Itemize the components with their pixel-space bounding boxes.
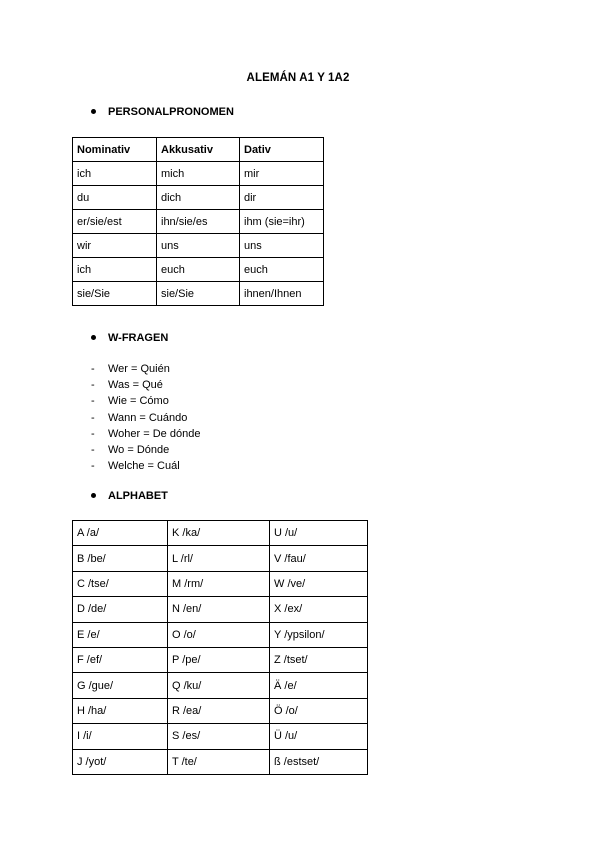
table-cell: B /be/: [73, 546, 168, 571]
table-row: [73, 521, 368, 546]
list-item-text: Woher = De dónde: [108, 427, 201, 440]
dash-bullet-icon: -: [91, 363, 95, 375]
list-item: [91, 410, 200, 426]
table-cell: ß /estset/: [270, 749, 368, 774]
list-item-text: Wie = Cómo: [108, 395, 169, 408]
table-row: [73, 234, 324, 258]
section-heading-text: ALPHABET: [108, 490, 168, 502]
table-cell: ihm (sie=ihr): [240, 210, 324, 234]
table-cell: H /ha/: [73, 698, 168, 723]
table-cell: S /es/: [168, 724, 270, 749]
table-cell: ich: [73, 162, 157, 186]
table-cell: L /rl/: [168, 546, 270, 571]
table-row: [73, 282, 324, 306]
table-cell: dich: [157, 186, 240, 210]
table-row: [73, 724, 368, 749]
table-cell: T /te/: [168, 749, 270, 774]
table-cell: dir: [240, 186, 324, 210]
table-cell: Ä /e/: [270, 673, 368, 698]
table-cell: C /tse/: [73, 571, 168, 596]
table-row: [73, 622, 368, 647]
table-cell: W /ve/: [270, 571, 368, 596]
table-cell: du: [73, 186, 157, 210]
table-cell: Z /tset/: [270, 647, 368, 672]
table-cell: uns: [157, 234, 240, 258]
table-cell: G /gue/: [73, 673, 168, 698]
table-row: [73, 647, 368, 672]
table-cell: U /u/: [270, 521, 368, 546]
table-cell: Ö /o/: [270, 698, 368, 723]
table-cell: euch: [157, 258, 240, 282]
table-cell: O /o/: [168, 622, 270, 647]
table-row: [73, 162, 324, 186]
dash-bullet-icon: -: [91, 379, 95, 392]
table-cell: wir: [73, 234, 157, 258]
table-cell: I /i/: [73, 724, 168, 749]
list-item-text: Wann = Cuándo: [108, 411, 188, 424]
dash-bullet-icon: -: [91, 427, 95, 440]
table-cell: euch: [240, 258, 324, 282]
table-cell: ich: [73, 258, 157, 282]
table-cell: J /yot/: [73, 749, 168, 774]
table-cell: E /e/: [73, 622, 168, 647]
table-row: [73, 571, 368, 596]
wfragen-list: [91, 361, 200, 474]
bullet-icon: [91, 493, 96, 498]
alphabet-table: [72, 520, 368, 775]
table-cell: Y /ypsilon/: [270, 622, 368, 647]
list-item: [91, 393, 200, 409]
bullet-icon: [91, 109, 96, 114]
dash-bullet-icon: -: [91, 411, 95, 424]
list-item: [91, 361, 200, 377]
list-item: [91, 377, 200, 393]
table-cell: N /en/: [168, 597, 270, 622]
table-cell: mir: [240, 162, 324, 186]
table-row: [73, 698, 368, 723]
table-cell: A /a/: [73, 521, 168, 546]
table-row: [73, 597, 368, 622]
table-cell: D /de/: [73, 597, 168, 622]
table-header-row: [73, 138, 324, 162]
personalpronomen-table: [72, 137, 324, 306]
table-row: [73, 258, 324, 282]
list-item-text: Wo = Dónde: [108, 443, 170, 456]
table-cell: R /ea/: [168, 698, 270, 723]
table-cell: sie/Sie: [73, 282, 157, 306]
list-item-text: Wer = Quién: [108, 363, 170, 375]
table-row: [73, 546, 368, 571]
table-cell: ihnen/Ihnen: [240, 282, 324, 306]
document-title: [0, 72, 600, 84]
table-cell: Q /ku/: [168, 673, 270, 698]
dash-bullet-icon: -: [91, 443, 95, 456]
list-item: [91, 458, 200, 474]
table-row: [73, 749, 368, 774]
table-cell: mich: [157, 162, 240, 186]
bullet-icon: [91, 335, 96, 340]
table-row: [73, 210, 324, 234]
list-item: [91, 442, 200, 458]
table-header-cell: Nominativ: [73, 138, 157, 162]
table-cell: V /fau/: [270, 546, 368, 571]
document-title-text: ALEMÁN A1 Y 1A2: [246, 72, 350, 84]
section-heading-wfragen: [91, 332, 168, 344]
table-cell: uns: [240, 234, 324, 258]
table-cell: M /rm/: [168, 571, 270, 596]
list-item-text: Was = Qué: [108, 379, 163, 392]
table-cell: P /pe/: [168, 647, 270, 672]
table-cell: X /ex/: [270, 597, 368, 622]
table-cell: er/sie/est: [73, 210, 157, 234]
table-cell: Ü /u/: [270, 724, 368, 749]
section-heading-alphabet: [91, 490, 168, 502]
table-cell: sie/Sie: [157, 282, 240, 306]
list-item: [91, 426, 200, 442]
dash-bullet-icon: -: [91, 395, 95, 408]
table-row: [73, 186, 324, 210]
section-heading-personalpronomen: [91, 106, 234, 118]
table-cell: K /ka/: [168, 521, 270, 546]
table-cell: ihn/sie/es: [157, 210, 240, 234]
table-cell: F /ef/: [73, 647, 168, 672]
section-heading-text: PERSONALPRONOMEN: [108, 106, 234, 118]
table-header-cell: Dativ: [240, 138, 324, 162]
list-item-text: Welche = Cuál: [108, 460, 180, 473]
dash-bullet-icon: -: [91, 460, 95, 473]
section-heading-text: W-FRAGEN: [108, 332, 169, 344]
table-header-cell: Akkusativ: [157, 138, 240, 162]
table-row: [73, 673, 368, 698]
